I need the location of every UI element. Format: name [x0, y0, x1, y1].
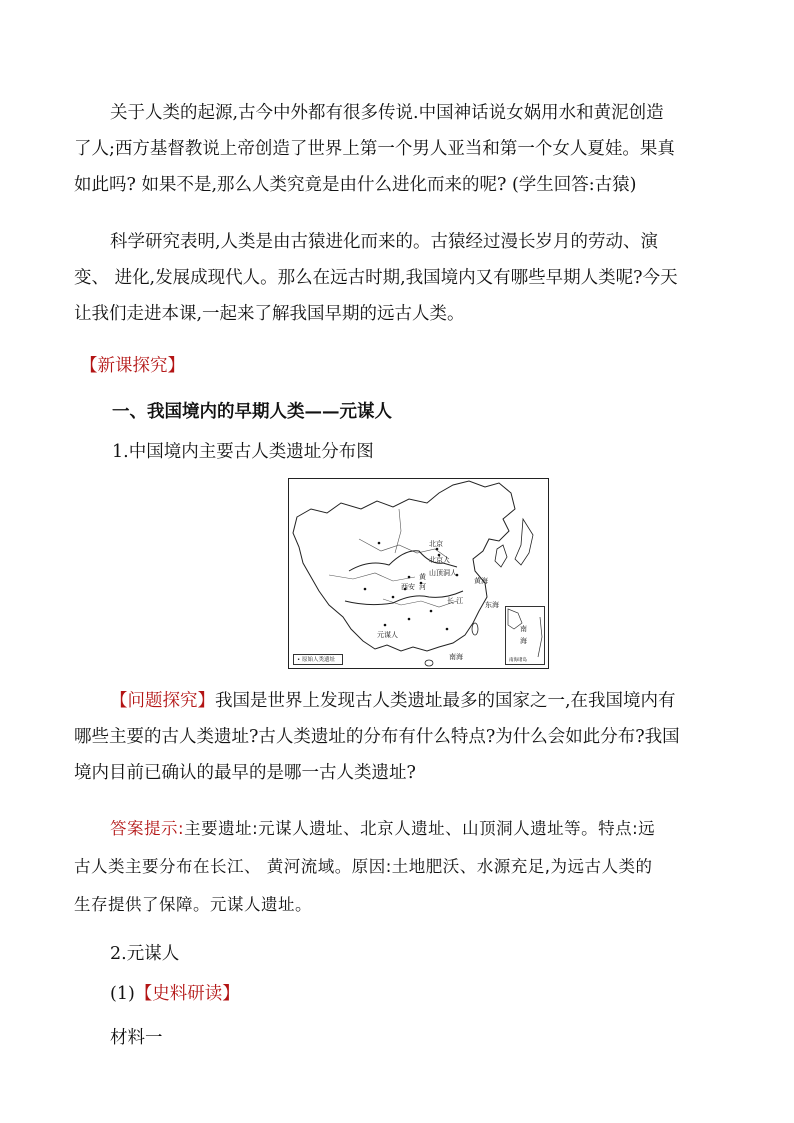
- inset-drawing: [506, 607, 544, 664]
- taiwan-outline: [472, 623, 478, 635]
- inset-label-hai: 海: [520, 637, 527, 645]
- yangtze-river: [345, 591, 463, 605]
- text-line: 境内目前已确认的最早的是哪一古人类遗址?: [74, 763, 416, 783]
- text-line: 科学研究表明,人类是由古猿进化而来的。古猿经过漫长岁月的劳动、演: [110, 232, 659, 252]
- site-dot: [446, 628, 449, 631]
- question-tag: 【问题探究】: [110, 691, 215, 711]
- text-line: 了人;西方基督教说上帝创造了世界上第一个男人亚当和第一个女人夏娃。果真: [74, 139, 675, 159]
- item-2-1-title: [110, 976, 760, 1012]
- label-huang: 黄: [419, 573, 426, 581]
- inset-caption: 南海诸岛: [509, 658, 527, 663]
- site-dot: [430, 610, 433, 613]
- japan-outline: [515, 519, 533, 565]
- label-beijing: 北京: [429, 540, 443, 548]
- historical-material-tag: 【史料研读】: [134, 984, 240, 1004]
- ancient-sites-map: [288, 478, 549, 669]
- site-dot: [384, 624, 387, 627]
- section-tag-new-lesson: [80, 348, 730, 384]
- site-dot: [378, 542, 381, 545]
- material-1-title: [110, 1020, 760, 1056]
- text-line: 变、 进化,发展成现代人。那么在远古时期,我国境内又有哪些早期人类呢?今天: [74, 268, 678, 288]
- label-he: 河: [419, 583, 426, 591]
- question-text: 我国是世界上发现古人类遗址最多的国家之一,在我国境内有: [215, 691, 676, 711]
- province-line: [329, 573, 415, 581]
- material-text: 材料一: [110, 1028, 163, 1048]
- province-line: [395, 509, 401, 553]
- heading-text: 一、我国境内的早期人类——元谋人: [112, 402, 392, 422]
- item-2-title: [110, 936, 760, 972]
- text-line: [110, 976, 760, 1012]
- inset-coast: [538, 617, 542, 657]
- site-dot: [392, 596, 395, 599]
- label-beijingren: 北京人: [429, 556, 450, 564]
- item-text: 1.中国境内主要古人类遗址分布图: [112, 442, 374, 462]
- text-line: 古人类主要分布在长江、 黄河流域。原因:土地肥沃、水源充足,为远古人类的: [74, 857, 653, 876]
- answer-tag: 答案提示:: [110, 819, 185, 838]
- label-changjiang: 长 江: [447, 597, 464, 605]
- label-huanghai: 黄海: [474, 577, 488, 585]
- answer-paragraph: [74, 810, 724, 924]
- inset-label-nan: 南: [520, 625, 527, 633]
- korea-outline: [495, 545, 507, 567]
- label-donghai: 东海: [485, 601, 499, 609]
- label-xian: 西安: [401, 583, 415, 591]
- south-china-sea-inset: [505, 606, 545, 665]
- question-paragraph: [74, 683, 724, 791]
- text-line: 生存提供了保障。元谋人遗址。: [74, 895, 312, 914]
- label-yuanmou: 元谋人: [377, 631, 398, 639]
- china-outline: [293, 481, 515, 651]
- site-dot: [408, 576, 411, 579]
- site-dot: [364, 588, 367, 591]
- heading-early-humans: [112, 394, 762, 430]
- text-line: [74, 810, 724, 848]
- item-1-title: [112, 434, 762, 470]
- label-shandingdong: 山顶洞人: [429, 569, 457, 577]
- intro-paragraph-1: [74, 95, 724, 203]
- text-line: 让我们走进本课,一起来了解我国早期的远古人类。: [74, 304, 465, 324]
- text-line: 哪些主要的古人类遗址?古人类遗址的分布有什么特点?为什么会如此分布?我国: [74, 727, 680, 747]
- label-nanhai: 南海: [449, 653, 463, 661]
- text-line: 如此吗? 如果不是,那么人类究竟是由什么进化而来的呢? (学生回答:古猿): [74, 175, 637, 195]
- answer-text: 主要遗址:元谋人遗址、北京人遗址、山顶洞人遗址等。特点:远: [184, 819, 656, 838]
- hainan-outline: [425, 660, 433, 666]
- site-dot: [408, 618, 411, 621]
- intro-paragraph-2: [74, 224, 724, 332]
- text-line: 关于人类的起源,古今中外都有很多传说.中国神话说女娲用水和黄泥创造: [110, 103, 664, 123]
- section-tag-text: 【新课探究】: [80, 356, 185, 376]
- text-line: [74, 683, 724, 719]
- item-number: (1): [110, 984, 135, 1004]
- site-dot: [436, 548, 439, 551]
- item-text: 2.元谋人: [110, 944, 180, 964]
- map-legend: • 原始人类遗址: [293, 654, 343, 665]
